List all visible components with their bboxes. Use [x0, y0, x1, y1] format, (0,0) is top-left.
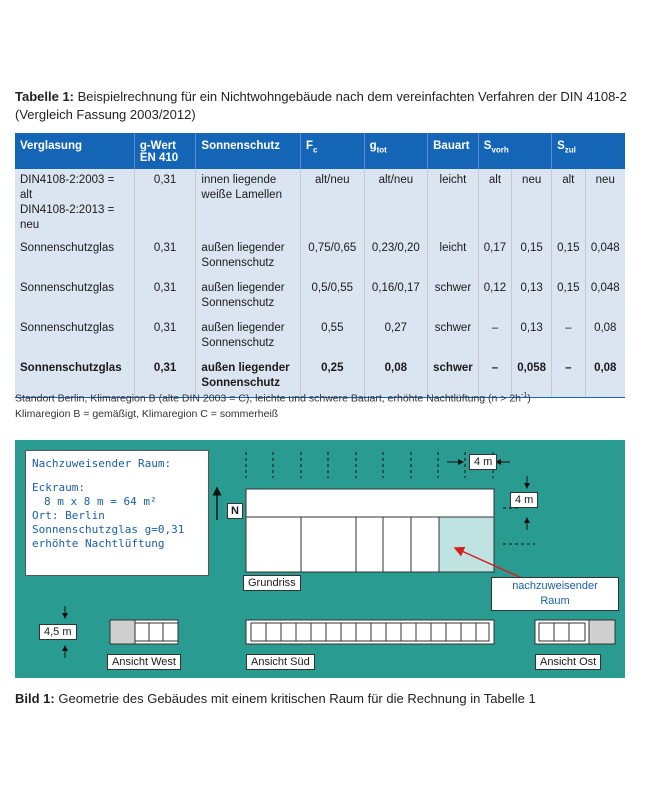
- cell-sonnenschutz: [196, 169, 301, 237]
- cell-bauart: [428, 277, 479, 317]
- cell-gwert-text: 0,31: [153, 362, 177, 374]
- cell-svorh-neu-text: neu: [522, 174, 542, 186]
- table-caption: [15, 88, 635, 124]
- notes-line2: Klimaregion B = gemäßigt, Klimaregion C = sommerheiß: [15, 407, 279, 420]
- cell-bauart-text: schwer: [434, 282, 472, 294]
- cell-sonnenschutz: [196, 317, 301, 357]
- cell-svorh-neu-text: 0,058: [517, 362, 547, 374]
- table-row: [15, 237, 625, 277]
- cell-sonnenschutz-text: außen liegender: [201, 362, 290, 374]
- cell-gwert: [134, 277, 196, 317]
- header-szul-sub: zul: [564, 145, 576, 155]
- cell-gwert-text: 0,31: [153, 322, 177, 334]
- table-caption-label: Tabelle 1:: [15, 89, 75, 104]
- cell-svorh-alt: [478, 277, 511, 317]
- cell-sonnenschutz-text: Sonnenschutz: [201, 337, 275, 349]
- cell-svorh-alt-text: 0,17: [483, 242, 507, 254]
- table-row: [15, 317, 625, 357]
- header-gtot: [364, 133, 428, 169]
- cell-svorh-neu: [512, 317, 552, 357]
- cell-bauart-text: schwer: [434, 322, 472, 334]
- cell-fc: [301, 317, 365, 357]
- west-label: Ansicht West: [107, 654, 181, 670]
- cell-svorh-neu-text: 0,15: [520, 242, 543, 254]
- cell-gtot-text: 0,16/0,17: [371, 282, 420, 294]
- figure-caption: [15, 690, 536, 708]
- floor-plan: [246, 489, 494, 572]
- cell-fc-text: 0,55: [321, 322, 344, 334]
- cell-gwert-text: 0,31: [153, 242, 177, 254]
- cell-szul-neu: [585, 277, 625, 317]
- cell-verglasung: [15, 317, 134, 357]
- cell-szul-alt-text: alt: [562, 174, 575, 186]
- grundriss-label: Grundriss: [243, 575, 301, 591]
- header-bauart: Bauart: [428, 133, 479, 169]
- cell-verglasung-text: DIN4108-2:2003 = alt: [20, 174, 115, 201]
- header-svorh-main: S: [483, 140, 492, 152]
- cell-szul-neu-text: 0,08: [594, 362, 617, 374]
- cell-bauart: [428, 237, 479, 277]
- cell-svorh-neu: [512, 169, 552, 237]
- cell-sonnenschutz-text: weiße Lamellen: [201, 189, 282, 201]
- diagram-drawing: [15, 440, 625, 678]
- cell-verglasung: [15, 277, 134, 317]
- header-sonnenschutz: Sonnenschutz: [196, 133, 301, 169]
- cell-svorh-alt: [478, 237, 511, 277]
- cell-sonnenschutz-text: außen liegender: [201, 242, 285, 254]
- cell-szul-alt: [552, 169, 585, 237]
- cell-sonnenschutz: [196, 237, 301, 277]
- cell-svorh-neu: [512, 237, 552, 277]
- critical-room-label: [491, 577, 619, 611]
- table-header-row: [15, 133, 625, 169]
- header-fc-sub: c: [313, 145, 318, 155]
- header-fc: [301, 133, 365, 169]
- cell-fc-text: alt/neu: [315, 174, 350, 186]
- cell-szul-neu: [585, 317, 625, 357]
- cell-gtot: [364, 317, 428, 357]
- cell-svorh-alt-text: –: [491, 322, 499, 334]
- cell-fc: [301, 169, 365, 237]
- elevation-south: [246, 620, 494, 644]
- cell-gwert: [134, 317, 196, 357]
- notes-line1: [15, 388, 531, 407]
- cell-verglasung: [15, 237, 134, 277]
- cell-verglasung-text: DIN4108-2:2013 = neu: [20, 204, 115, 231]
- header-gtot-main: g: [369, 140, 377, 152]
- table-row: [15, 169, 625, 237]
- cell-szul-neu-text: 0,08: [594, 322, 617, 334]
- figure-caption-label: Bild 1:: [15, 691, 55, 706]
- cell-verglasung-text: Sonnenschutzglas: [20, 282, 114, 294]
- header-gwert-line2: EN 410: [139, 152, 179, 164]
- cell-sonnenschutz-text: innen liegende: [201, 174, 277, 186]
- table-caption-text: Beispielrechnung für ein Nichtwohngebäude nach dem vereinfachten Verfahren der DIN 4108-2 (Vergleich Fassung 2003/2012): [15, 89, 627, 122]
- header-svorh: [478, 133, 551, 169]
- cell-bauart: [428, 317, 479, 357]
- header-szul: [552, 133, 625, 169]
- dim-right-label: 4 m: [510, 492, 538, 508]
- info-line2: 8 m x 8 m = 64 m²: [44, 495, 157, 508]
- cell-gwert: [134, 169, 196, 237]
- cell-verglasung-text: Sonnenschutzglas: [20, 362, 122, 374]
- cell-gtot-text: 0,27: [384, 322, 408, 334]
- table-row: [15, 277, 625, 317]
- cell-bauart-text: leicht: [439, 174, 467, 186]
- cell-szul-neu: [585, 169, 625, 237]
- cell-sonnenschutz-text: Sonnenschutz: [201, 257, 275, 269]
- cell-svorh-neu-text: 0,13: [520, 282, 543, 294]
- cell-verglasung-text: Sonnenschutzglas: [20, 242, 114, 254]
- cell-svorh-alt: [478, 317, 511, 357]
- cell-svorh-neu-text: 0,13: [520, 322, 543, 334]
- cell-gwert: [134, 237, 196, 277]
- south-label: Ansicht Süd: [246, 654, 315, 670]
- header-gwert: [134, 133, 196, 169]
- header-svorh-sub: vorh: [491, 145, 509, 155]
- cell-svorh-alt-text: alt: [488, 174, 502, 186]
- cell-gtot-text: 0,08: [384, 362, 408, 374]
- cell-gtot-text: 0,23/0,20: [371, 242, 420, 254]
- dim-height-label: 4,5 m: [39, 624, 77, 640]
- dim-top-label: 4 m: [469, 454, 497, 470]
- cell-bauart-text: leicht: [439, 242, 467, 254]
- header-gwert-line1: g-Wert: [139, 140, 177, 152]
- cell-szul-alt: [552, 357, 585, 397]
- info-line1: Eckraum:: [32, 481, 85, 494]
- cell-szul-alt: [552, 277, 585, 317]
- critical-room-label-line2: Raum: [540, 595, 570, 607]
- building-diagram: [15, 440, 625, 678]
- north-label: N: [227, 503, 243, 519]
- cell-szul-alt-text: 0,15: [557, 242, 580, 254]
- cell-svorh-neu: [512, 277, 552, 317]
- calculation-table: [15, 133, 625, 398]
- cell-szul-neu: [585, 357, 625, 397]
- header-szul-main: S: [557, 140, 565, 152]
- critical-room: [439, 517, 494, 572]
- cell-fc: [301, 277, 365, 317]
- cell-sonnenschutz-text: Sonnenschutz: [201, 377, 281, 389]
- cell-sonnenschutz-text: außen liegender: [201, 282, 285, 294]
- cell-fc: [301, 237, 365, 277]
- cell-bauart-text: schwer: [433, 362, 473, 374]
- cell-szul-alt: [552, 317, 585, 357]
- cell-svorh-alt-text: 0,12: [483, 282, 507, 294]
- critical-room-label-line1: nachzuweisender: [512, 580, 598, 592]
- cell-szul-alt-text: –: [565, 362, 572, 374]
- cell-svorh-alt-text: –: [491, 362, 499, 374]
- cell-szul-alt: [552, 237, 585, 277]
- elevation-west: [110, 620, 178, 644]
- cell-fc-text: 0,25: [321, 362, 344, 374]
- cell-gwert-text: 0,31: [153, 282, 177, 294]
- cell-fc-text: 0,5/0,55: [311, 282, 354, 294]
- cell-gtot: [364, 237, 428, 277]
- header-verglasung: Verglasung: [15, 133, 134, 169]
- info-line3: Ort: Berlin: [32, 509, 105, 522]
- info-line4: Sonnenschutzglas g=0,31: [32, 523, 185, 536]
- notes-line1-main: Standort Berlin, Klimaregion B (alte DIN 2003 = C), leichte und schwere Bauart, erhöhte Nachtlüftung (n > 2h: [15, 392, 522, 405]
- cell-sonnenschutz: [196, 277, 301, 317]
- cell-verglasung-text: Sonnenschutzglas: [20, 322, 114, 334]
- cell-verglasung: [15, 169, 134, 237]
- figure-caption-text: Geometrie des Gebäudes mit einem kritischen Raum für die Rechnung in Tabelle 1: [54, 691, 536, 706]
- cell-bauart: [428, 169, 479, 237]
- cell-szul-neu-text: neu: [595, 174, 615, 186]
- cell-gtot: [364, 169, 428, 237]
- cell-szul-neu-text: 0,048: [590, 282, 620, 294]
- cell-sonnenschutz-text: außen liegender: [201, 322, 285, 334]
- cell-gwert-text: 0,31: [153, 174, 177, 186]
- cell-szul-alt-text: –: [565, 322, 572, 334]
- info-title: Nachzuweisender Raum:: [32, 457, 172, 470]
- info-line5: erhöhte Nachtlüftung: [32, 537, 165, 550]
- header-fc-main: F: [306, 140, 314, 152]
- east-label: Ansicht Ost: [535, 654, 601, 670]
- notes-line1-end: ): [527, 392, 531, 405]
- cell-fc-text: 0,75/0,65: [308, 242, 357, 254]
- notes-line1-sup: -1: [521, 392, 528, 399]
- cell-gtot-text: alt/neu: [378, 174, 414, 186]
- cell-szul-neu-text: 0,048: [590, 242, 620, 254]
- header-gtot-sub: tot: [376, 145, 387, 155]
- cell-svorh-alt: [478, 169, 511, 237]
- cell-gtot: [364, 277, 428, 317]
- cell-sonnenschutz-text: Sonnenschutz: [201, 297, 275, 309]
- elevation-east: [535, 620, 615, 644]
- table-notes: [15, 388, 531, 422]
- cell-szul-neu: [585, 237, 625, 277]
- cell-szul-alt-text: 0,15: [557, 282, 580, 294]
